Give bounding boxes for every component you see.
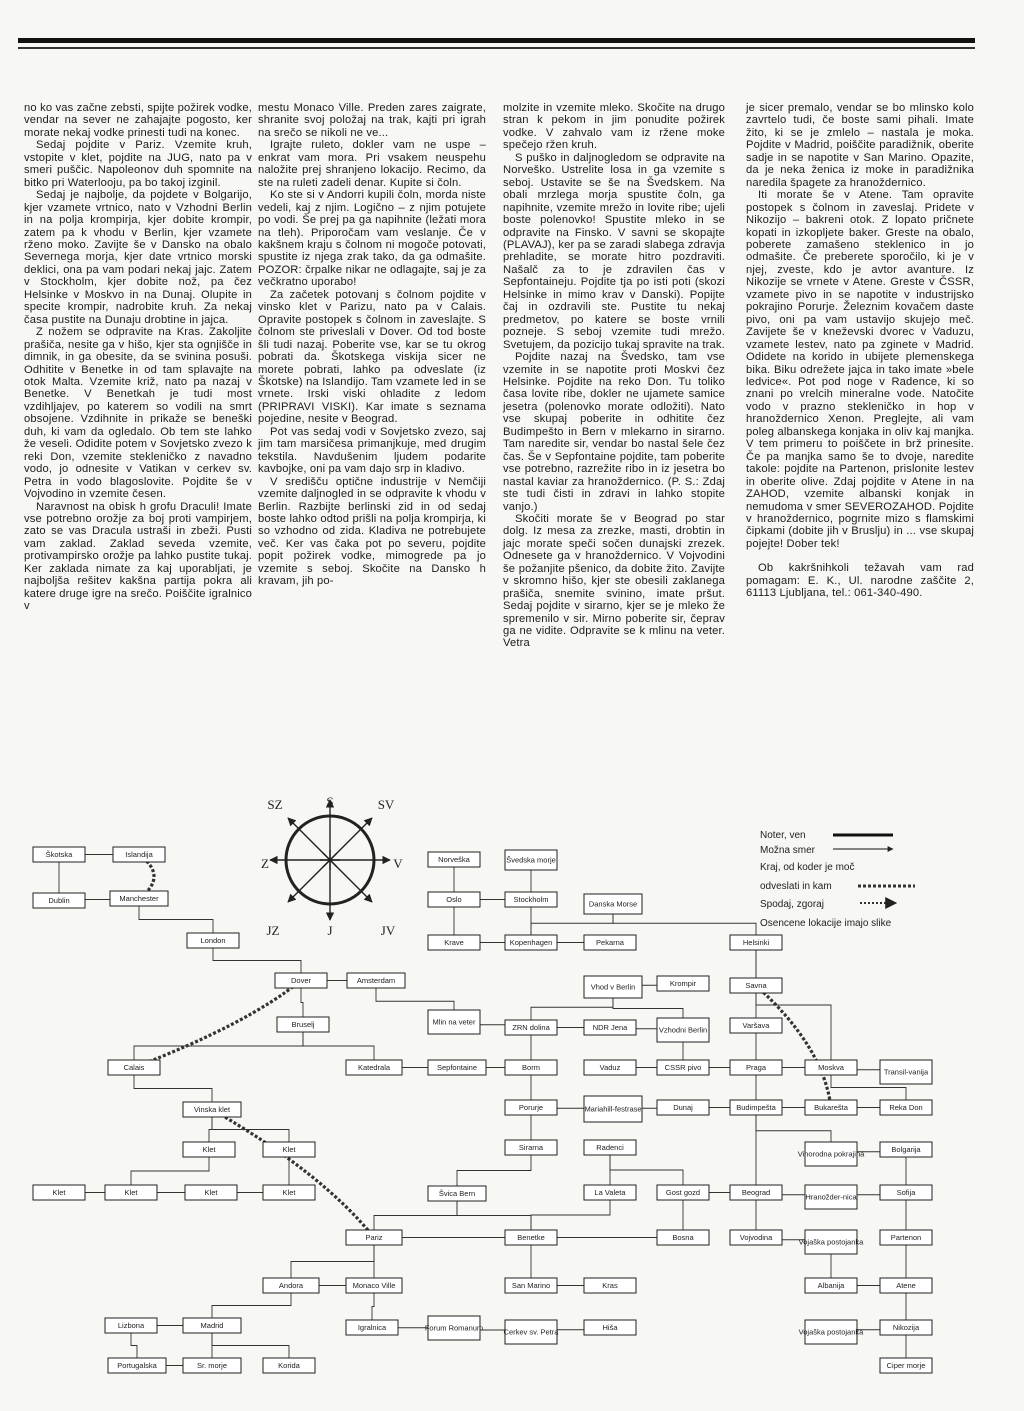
location-label: Porurje: [518, 1103, 544, 1112]
location-label: Beograd: [741, 1188, 771, 1197]
location-node: [505, 1100, 557, 1115]
compass-label: SZ: [267, 797, 283, 812]
location-label: Praga: [745, 1063, 767, 1072]
location-node: [428, 1010, 480, 1034]
location-label: Lizbona: [117, 1321, 145, 1330]
location-label: Vinska klet: [193, 1105, 231, 1114]
location-label: Klet: [52, 1188, 66, 1197]
location-node: [425, 1316, 483, 1340]
location-label: Oslo: [446, 895, 462, 904]
location-node: [880, 1320, 932, 1335]
legend-item: Spodaj, zgoraj: [760, 899, 824, 910]
rowing-route: [134, 981, 301, 1068]
location-label: Dunaj: [673, 1103, 693, 1112]
location-node: [505, 1140, 557, 1155]
location-node: [799, 1230, 864, 1254]
location-node: [108, 1060, 160, 1075]
location-label: Klet: [282, 1145, 296, 1154]
location-label: Vojaška postojanka: [798, 1327, 864, 1337]
map-legend: [760, 830, 915, 929]
location-label: Borm: [522, 1063, 540, 1072]
compass-label: V: [393, 856, 403, 871]
location-label: Sirarna: [518, 1143, 544, 1152]
paragraph: no ko vas začne zebsti, spijte požirek vodke, vendar na sever ne zahajajte pogosto, ker morate nekaj vodke prinesti tudi na konec.: [24, 102, 252, 139]
location-node: [263, 1142, 315, 1157]
location-node: [110, 891, 168, 906]
location-label: Hranožder-nica: [805, 1192, 857, 1202]
legend-item: Noter, ven: [760, 830, 806, 841]
location-label: Katedrala: [357, 1063, 391, 1072]
location-node: [657, 1018, 709, 1042]
location-node: [805, 1100, 857, 1115]
location-node: [263, 1358, 315, 1373]
location-node: [799, 1320, 864, 1344]
location-label: Amsterdam: [356, 976, 396, 985]
location-node: [880, 1100, 932, 1115]
location-node: [428, 892, 480, 907]
location-label: Madrid: [200, 1321, 224, 1330]
location-node: [798, 1142, 865, 1166]
location-label: Islandija: [125, 850, 153, 859]
game-map-diagram: [0, 760, 1024, 1411]
location-label: CSSR pivo: [664, 1063, 702, 1072]
location-label: Švedska morje: [506, 855, 556, 865]
location-label: Bosna: [672, 1233, 694, 1242]
location-label: Monaco Ville: [352, 1281, 396, 1290]
location-label: Portugalska: [117, 1361, 157, 1370]
location-label: Vinorodna pokrajina: [797, 1149, 865, 1159]
location-label: Klet: [202, 1145, 216, 1154]
location-label: Korida: [278, 1361, 300, 1370]
location-node: [346, 1320, 398, 1335]
compass-label: J: [327, 923, 333, 938]
location-label: Andora: [278, 1281, 304, 1290]
location-node: [730, 1060, 782, 1075]
location-node: [263, 1278, 319, 1293]
location-label: Helsinki: [742, 938, 770, 947]
location-label: Vzhodni Berlin: [658, 1025, 708, 1035]
location-label: Dover: [290, 976, 312, 985]
location-label: Krompir: [669, 979, 697, 988]
header-rule: [18, 38, 975, 43]
legend-item: Možna smer: [760, 845, 816, 856]
location-node: [880, 1060, 932, 1084]
location-node: [505, 892, 557, 907]
location-node: [880, 1185, 932, 1200]
location-node: [584, 1140, 636, 1155]
location-label: Hiša: [602, 1323, 618, 1332]
legend-item: Osencene lokacije imajo slike: [760, 918, 892, 929]
location-label: Igralnica: [357, 1323, 387, 1332]
map-connection: [756, 943, 831, 1068]
paragraph: Pot vas sedaj vodi v Sovjetsko zvezo, saj jim tam marsičesa primanjkuje, med drugim tekstila. Navdušenim ljudem podarite kavbojke, oni pa vam dajo srp in kladivo.: [258, 425, 486, 476]
location-label: Partenon: [890, 1233, 922, 1242]
location-label: Moskva: [818, 1063, 844, 1072]
location-node: [657, 976, 709, 991]
paragraph: molzite in vzemite mleko. Skočite na drugo stran k pekom in jim ponudite požirek vodke. V zahvalo vam iz ržene moke spečejo ržen kruh.: [503, 102, 725, 152]
text-column-3: [503, 102, 725, 650]
location-label: Albanija: [817, 1281, 845, 1290]
location-label: Danska Morse: [588, 899, 638, 909]
location-node: [346, 1278, 402, 1293]
location-node: [105, 1185, 157, 1200]
location-node: [347, 973, 405, 988]
compass-label: SV: [377, 797, 395, 812]
paragraph: Igrajte ruleto, dokler vam ne uspe – enkrat vam mora. Pri vsakem neuspehu naložite prej shranjeno lokacijo. Recimo, da ste na ruleti zadeli denar. Kupite si čoln.: [258, 139, 486, 189]
location-label: Savna: [745, 981, 767, 990]
header-rule-thin: [18, 47, 975, 49]
compass-label: JV: [380, 923, 396, 938]
location-label: Ciper morje: [886, 1361, 926, 1370]
location-label: Transil-vanija: [883, 1067, 929, 1077]
location-node: [504, 1320, 560, 1344]
location-label: Dublin: [48, 896, 70, 905]
location-node: [505, 1060, 557, 1075]
location-label: Škotska: [45, 850, 73, 859]
rowing-route: [212, 1110, 374, 1238]
location-label: Kopenhagen: [509, 938, 553, 947]
location-node: [105, 1318, 157, 1333]
location-node: [657, 1230, 709, 1245]
location-node: [657, 1100, 709, 1115]
location-node: [346, 1060, 402, 1075]
location-node: [33, 847, 85, 862]
location-label: Vhod v Berlin: [590, 982, 636, 992]
location-label: La Valeta: [594, 1188, 626, 1197]
location-node: [880, 1358, 932, 1373]
text-column-2: [258, 102, 486, 588]
compass-label: JZ: [266, 923, 280, 938]
paragraph: Sedaj pojdite v Pariz. Vzemite kruh, vstopite v klet, pojdite na JUG, nato pa v smeri puščic. Napoleonov duh spomnite na bitko pri Waterlooju, pa bo takoj izginil.: [24, 139, 252, 189]
location-node: [584, 1020, 636, 1035]
paragraph: V središču optične industrije v Nemčiji vzemite daljnogled in se odpravite k vhodu v Berlin. Razbijte berlinski zid in od sedaj boste lahko odtod prišli na polja krompirja, ki so vzhodno od zida. Kladiva ne potrebujete več. Ker vas čaka pot po severu, pojdite popit požirek vodke, mimogrede pa jo vzemite s seboj. Skočite na Dansko h kravam, jih po-: [258, 475, 486, 588]
location-node: [730, 1230, 782, 1245]
location-label: Atene: [896, 1281, 916, 1290]
location-label: Klet: [124, 1188, 138, 1197]
location-node: [584, 976, 642, 998]
location-node: [505, 1230, 557, 1245]
location-node: [505, 1278, 557, 1293]
location-node: [183, 1358, 241, 1373]
location-node: [113, 847, 165, 862]
compass-rose: [261, 794, 403, 938]
paragraph: Pojdite nazaj na Švedsko, tam vse vzemite in se napotite proti Moskvi čez Helsinke. Pojdite na reko Don. Tu toliko časa lovite ribe, dokler ne ujamete samice jesetra (polenovko morate odložiti). Nato vse skupaj poberite in odhitite čez Budimpešto in Bern v mlekarno in sirarno. Tam naredite sir, vendar bo nastal šele čez čas. Še v Sepfontaine pojdite, tam poberite vse potrebno, razrežite ribo in iz jesetra bo nastal kaviar za hranoždernico. (P. S.: Zdaj ste tudi čisti in zdravi in lahko stopite vanjo.): [503, 351, 725, 513]
location-label: Vaduz: [599, 1063, 621, 1072]
location-label: Stockholm: [513, 895, 549, 904]
location-label: Sepfontaine: [436, 1063, 478, 1072]
compass-label: Z: [261, 856, 269, 871]
location-label: Gost gozd: [665, 1188, 701, 1197]
paragraph: je sicer premalo, vendar se bo mlinsko kolo zavrtelo tudi, če boste sami pihali. Imate žito, ki se je zmlelo – nastala je moka. Pojdite v Madrid, poiščite paradižnik, oberite sadje in se napotite v San Marino. Opazite, da je neka ženica iz moke in paradižnika naredila špagete za hranoždernico.: [746, 102, 974, 189]
location-label: Vojvodina: [739, 1233, 773, 1242]
text-column-1: [24, 102, 252, 613]
paragraph: Z nožem se odpravite na Kras. Zakoljite prašiča, nesite ga v hišo, kjer sta ognjišče in dimnik, in ga obesite, da se svinina posuši. Odhitite v Benetke in od tam splavajte na otok Malta. Vzemite križ, nato pa nazaj v Benetke. V Benetkah je tudi most vzdihljajev, po katerem so vodili na smrt obsojene. Vzdihnite in prikažе se beneški duh, ki vam da ogledalo. Ob tem ste lahko že veseli. Odidite potem v Sovjetsko zvezo k reki Don, vzemite stekleničko z navadno vodo, jo odnesite v Vatikan v cerkev sv. Petra in vodo blagoslovite. Pojdite še v Vojvodino in vzemite česen.: [24, 326, 252, 501]
location-node: [584, 1278, 636, 1293]
location-label: Nikozija: [892, 1323, 920, 1332]
location-node: [805, 1060, 857, 1075]
location-label: Benetke: [517, 1233, 545, 1242]
location-label: Budimpešta: [736, 1103, 776, 1112]
legend-item: odveslati in kam: [760, 881, 832, 892]
location-node: [428, 935, 480, 950]
location-node: [584, 935, 636, 950]
location-node: [584, 1060, 636, 1075]
location-label: Mariahill-festrase: [584, 1104, 642, 1114]
location-label: Manchester: [119, 894, 159, 903]
location-node: [584, 1320, 636, 1335]
paragraph: Ko ste si v Andorri kupili čoln, morda niste vedeli, kaj z njim. Logično – z njim potujete po vodi. Še prej pa ga napihnite (ležati mora na tleh). Priporočam vam veslanje. Če v kakšnem kraju s čolnom ni mogoče potovati, spustite iz njega zrak tako, da ga odmašite. POZOR: črpalke nikar ne odlagajte, saj je za večkratno uporabo!: [258, 189, 486, 289]
location-node: [428, 852, 480, 867]
location-node: [584, 1185, 636, 1200]
location-label: Radenci: [596, 1143, 624, 1152]
location-node: [275, 973, 327, 988]
location-node: [108, 1358, 166, 1373]
location-node: [805, 1278, 857, 1293]
location-label: Varšava: [742, 1021, 770, 1030]
legend-item: Kraj, od koder je moč: [760, 862, 855, 873]
location-label: Švica Bern: [438, 1189, 476, 1198]
location-label: Sr. morje: [196, 1361, 228, 1370]
location-label: Forum Romanum: [424, 1323, 484, 1333]
location-node: [277, 1017, 329, 1032]
paragraph: Za začetek potovanj s čolnom pojdite v vinsko klet v Parizu, nato pa v Calais. Opravite postopek s čolnom in zaveslajte. S čolnom ste priveslali v Dover. Od tod boste šli tudi nazaj. Poberite vse, kar se tu okrog pobrati da. Škotskega viskija sicer ne morete pobrati, lahko pa odveslate (iz Škotske) na Islandijo. Tam vzamete led in se vrnete. Irski viski ohladite z ledom (PRIPRAVI VISKI). Kar imate s seznama pojedine, nesite v Beograd.: [258, 288, 486, 426]
location-node: [880, 1278, 932, 1293]
location-node: [730, 1018, 782, 1033]
location-node: [263, 1185, 315, 1200]
location-label: Norveška: [438, 855, 470, 864]
location-label: Mlin na veter: [432, 1017, 476, 1027]
paragraph: Ob kakršnihkoli težavah vam rad pomagam: E. K., Ul. narodne zaščite 2, 61113 Ljubljana, tel.: 061-340-490.: [746, 562, 974, 600]
location-label: Calais: [123, 1063, 145, 1072]
location-label: Bukarešta: [814, 1103, 848, 1112]
paragraph: Sedaj je najbolje, da pojdete v Bolgarijo, kjer vzamete vrtnico, nato v Vzhodni Berlin in na polja krompirja, kjer dobite krompir, zatem pa k vhodu v Berlin, kjer vzamete rženo moko. Zavijte še v Dansko na obalo Severnega morja, kjer date vrtnico morski deklici, ona pa vam podari nekaj jajc. Zatem v Stockholm, kjer dobite nož, pa čez Helsinke v Moskvo in na Dunaj. Olupite in specite krompir, nadrobite kruh. Za nekaj časa pustite na Dunaju drobtine in jajca.: [24, 189, 252, 326]
location-label: Reka Don: [889, 1103, 923, 1112]
location-node: [584, 1096, 642, 1122]
paragraph: mestu Monaco Ville. Preden zares zaigrate, shranite svoj položaj na trak, kajti pri igrah na srečo se nikoli ne ve...: [258, 102, 486, 139]
compass-label: S: [326, 794, 334, 809]
location-label: Krave: [444, 938, 464, 947]
location-node: [505, 1020, 557, 1035]
location-label: ZRN dolina: [512, 1023, 550, 1032]
location-node: [880, 1230, 932, 1245]
paragraph: S puško in daljnogledom se odpravite na Norveško. Ustrelite losa in ga vzemite s seboj. Ustavite se še na Švedskem. Na obali mrzlega morja spustite čoln, ga napihnite, vzemite mrežo in lovite ribe; ujeli boste polenovko! Spustite mleko in se odpravite na Finsko. V savni se skopajte (PLAVAJ), ker pa se zaradi slabega zdravja prehladite, se morate hitro pozdraviti. Našalč za to je zdravilen čas v Sepfontaineju. Pojdite tja po isti poti (skozi Helsinke in mimo krav v Danski). Popijte čaj in ozdravili ste. Pustite tu nekaj predmetov, po katere se boste vrnili pozneje. S seboj vzemite tudi mrežo. Svetujem, da pozicijo tukaj spravite na trak.: [503, 151, 725, 351]
paragraph: Skočiti morate še v Beograd po star dolg. Iz mesa za zrezke, masti, drobtin in jajc morate speči sočen dunajski zrezek. Odnesete ga v hranoždernico. V Vojvodini še požanjite pšenico, da dobite žito. Zavijte v skromno hišo, kjer ste obesili zaklanega prašiča, snemite svinino, imate pršut. Sedaj pojdite v sirarno, kjer se je mleko že spremenilo v sir. Mirno poberite sir, čeprav ga ne vidite. Odpravite se k mlinu na veter. Vetra: [503, 512, 725, 650]
location-node: [730, 1100, 782, 1115]
location-node: [33, 893, 85, 908]
location-node: [183, 1102, 241, 1117]
location-node: [346, 1230, 402, 1245]
location-node: [505, 850, 557, 870]
location-label: Pekarna: [596, 938, 624, 947]
location-node: [880, 1142, 932, 1157]
location-label: Pariz: [365, 1233, 383, 1242]
location-label: NDR Jena: [592, 1023, 628, 1032]
location-node: [730, 935, 782, 950]
location-node: [505, 935, 557, 950]
location-node: [657, 1185, 709, 1200]
location-node: [185, 1185, 237, 1200]
location-label: Kras: [602, 1281, 618, 1290]
paragraph: Iti morate še v Atene. Tam opravite postopek s čolnom in zaveslaj. Pridete v Nikozijo – bakreni otok. Z lopato pričnete kopati in izkopljete baker. Greste na obalo, poberete zamašeno steklenico in jo odmašite. Če preberete sporočilo, ki je v njej, zveste, kdo je avtor avanture. Iz Nikozije se vrnete v Atene. Greste v ČSSR, vzamete pivo in se napotite v industrijsko pokrajino Porurje. Železnim kovačem daste pivo, oni pa vam ustavijo skujejo meč. Zavijete še v kneževski dvorec v Vaduzu, vzamete lestev, nato pa zginete v Madrid. Odidete na korido in ubijete plemenskega bika. Biku odrežete jajca in tako imate »bele ledvice«. Pot pod noge v Radence, ki so znani po vrelcih mineralne vode. Natočite vodo v prazno stekleničko in hop v hranoždernico Xenon. Preglejte, ali vam poleg albanskega konjaka in oliv kaj manjka. V tem primeru to poiščete in brž prinesite. Če pa manjka samo še to dvoje, naredite takole: pojdite na Partenon, prislonite lestev in oberite olive. Zdaj pojdite v Atene in na ZAHOD, vzemite albanski konjak in nemudoma v smer SEVEROZAHOD. Pojdite v hranoždernico, pogrnite mizo s flamskimi čipkami (dobite jih v Bruslju) in ... vse skupaj pojejte! Dober tek!: [746, 189, 974, 550]
location-label: Bolgarija: [891, 1145, 921, 1154]
location-node: [428, 1186, 486, 1201]
location-label: London: [200, 936, 226, 945]
location-node: [33, 1185, 85, 1200]
location-label: Vojaška postojanka: [798, 1237, 864, 1247]
location-node: [187, 933, 239, 948]
location-label: Sofija: [896, 1188, 916, 1197]
location-node: [584, 894, 642, 914]
location-node: [730, 978, 782, 993]
location-label: San Marino: [511, 1281, 551, 1290]
text-column-4: [746, 102, 974, 600]
location-node: [183, 1142, 235, 1157]
location-label: Klet: [204, 1188, 218, 1197]
paragraph: Naravnost na obisk h grofu Draculi! Imate vse potrebno orožje za boj proti vampirjem, zato se vas Dracula ustraši in zbeži. Pusti vam zaklad. Zaklad seveda vzemite, protivampirsko orožje pa lahko pustite tukaj. Ker zaklada nimate za kaj uporabljati, je najboljša rešitev kakšna partija pokra ali katere druge igre na srečo. Poiščite igralnico v: [24, 500, 252, 613]
location-node: [730, 1185, 782, 1200]
location-label: Cerkev sv. Petra: [503, 1327, 559, 1337]
location-label: Bruselj: [291, 1020, 315, 1029]
location-node: [805, 1185, 857, 1209]
location-node: [657, 1060, 709, 1075]
rowing-route: [756, 986, 831, 1108]
location-label: Klet: [282, 1188, 296, 1197]
location-node: [183, 1318, 241, 1333]
location-node: [428, 1060, 486, 1075]
